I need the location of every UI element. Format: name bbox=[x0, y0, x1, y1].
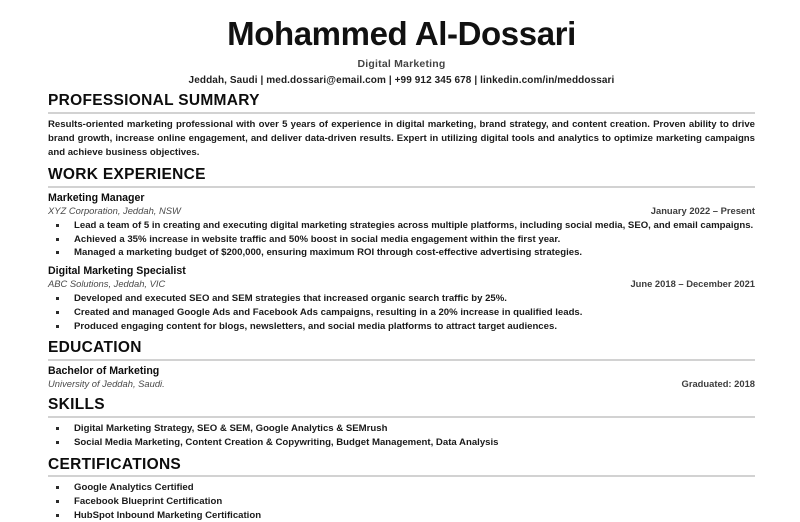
experience-bullet-list bbox=[48, 292, 755, 333]
list-item: Lead a team of 5 in creating and executing digital marketing strategies across multiple platforms, including social media, SEO, and email campaigns. bbox=[48, 219, 755, 233]
experience-organization: XYZ Corporation, Jeddah, NSW bbox=[48, 205, 181, 217]
section-heading-experience: WORK EXPERIENCE bbox=[48, 166, 755, 184]
section-certifications bbox=[48, 456, 755, 522]
certifications-list bbox=[48, 481, 755, 522]
experience-role: Marketing Manager bbox=[48, 192, 755, 205]
list-item: Facebook Blueprint Certification bbox=[48, 495, 755, 509]
experience-dates: January 2022 – Present bbox=[651, 205, 755, 217]
list-item: Created and managed Google Ads and Facebook Ads campaigns, resulting in a 20% increase in qualified leads. bbox=[48, 306, 755, 320]
section-divider bbox=[48, 416, 755, 418]
experience-meta bbox=[48, 205, 755, 217]
section-divider bbox=[48, 186, 755, 188]
experience-role: Digital Marketing Specialist bbox=[48, 265, 755, 278]
section-divider bbox=[48, 112, 755, 114]
skills-list bbox=[48, 422, 755, 449]
experience-entry bbox=[48, 265, 755, 333]
candidate-name: Mohammed Al-Dossari bbox=[48, 16, 755, 52]
list-item: Digital Marketing Strategy, SEO & SEM, Google Analytics & SEMrush bbox=[48, 422, 755, 436]
experience-organization: ABC Solutions, Jeddah, VIC bbox=[48, 278, 165, 290]
section-education bbox=[48, 339, 755, 390]
section-work-experience bbox=[48, 166, 755, 333]
candidate-title: Digital Marketing bbox=[48, 58, 755, 70]
list-item: HubSpot Inbound Marketing Certification bbox=[48, 509, 755, 522]
education-dates: Graduated: 2018 bbox=[682, 378, 755, 390]
education-meta bbox=[48, 378, 755, 390]
section-heading-education: EDUCATION bbox=[48, 339, 755, 357]
list-item: Social Media Marketing, Content Creation & Copywriting, Budget Management, Data Analysis bbox=[48, 436, 755, 450]
section-divider bbox=[48, 475, 755, 477]
list-item: Google Analytics Certified bbox=[48, 481, 755, 495]
section-heading-summary: PROFESSIONAL SUMMARY bbox=[48, 92, 755, 110]
summary-paragraph: Results-oriented marketing professional with over 5 years of experience in digital marketing, brand strategy, and content creation. Proven ability to drive brand growth, increase online engagement, and deliver data-driven results. Expert in utilizing digital tools and analytics to optimize marketing campaigns and achieve business objectives. bbox=[48, 118, 755, 160]
section-skills bbox=[48, 396, 755, 449]
list-item: Managed a marketing budget of $200,000, ensuring maximum ROI through cost-effective advertising strategies. bbox=[48, 246, 755, 260]
education-entry bbox=[48, 365, 755, 390]
section-heading-skills: SKILLS bbox=[48, 396, 755, 414]
contact-line: Jeddah, Saudi | med.dossari@email.com | +99 912 345 678 | linkedin.com/in/meddossari bbox=[48, 75, 755, 86]
experience-meta bbox=[48, 278, 755, 290]
experience-entry bbox=[48, 192, 755, 260]
list-item: Developed and executed SEO and SEM strategies that increased organic search traffic by 25%. bbox=[48, 292, 755, 306]
list-item: Produced engaging content for blogs, newsletters, and social media platforms to attract target audiences. bbox=[48, 320, 755, 334]
education-degree: Bachelor of Marketing bbox=[48, 365, 755, 378]
section-divider bbox=[48, 359, 755, 361]
experience-dates: June 2018 – December 2021 bbox=[630, 278, 755, 290]
education-school: University of Jeddah, Saudi. bbox=[48, 378, 165, 390]
experience-bullet-list bbox=[48, 219, 755, 260]
section-heading-certifications: CERTIFICATIONS bbox=[48, 456, 755, 474]
section-professional-summary bbox=[48, 92, 755, 160]
list-item: Achieved a 35% increase in website traffic and 50% boost in social media engagement within the first year. bbox=[48, 233, 755, 247]
resume-header bbox=[48, 10, 755, 86]
